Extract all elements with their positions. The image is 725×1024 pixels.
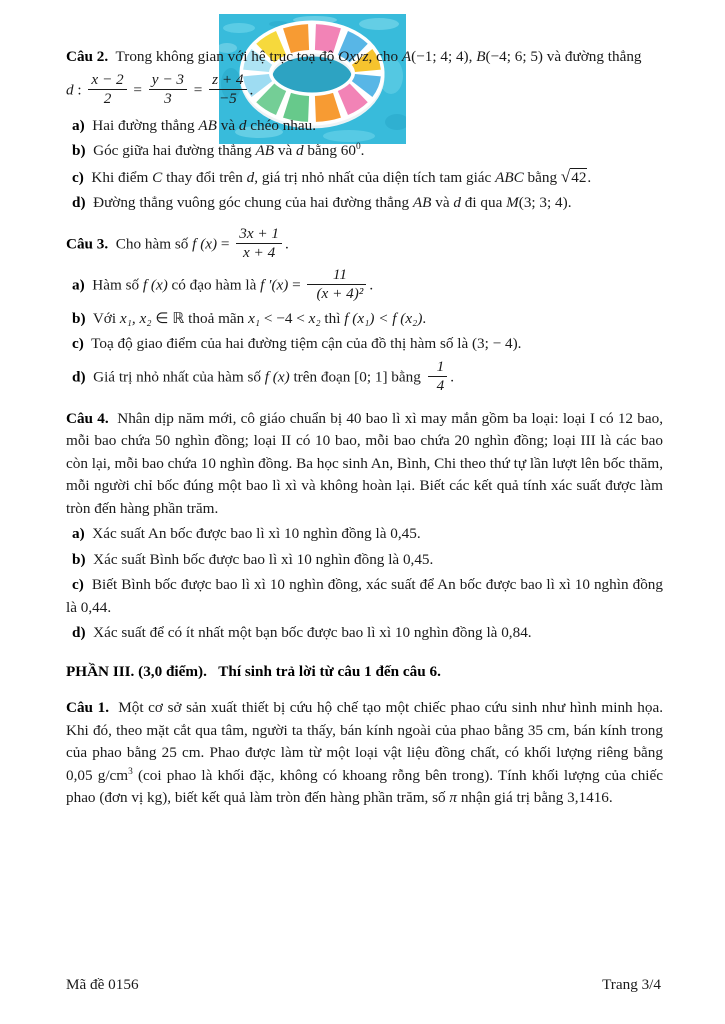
fraction: $\frac{11}{\text{(x + 4)²}}$: [307, 266, 366, 304]
line-label: c): [72, 168, 84, 186]
labeled-line: c) Toạ độ giao điểm của hai đường tiệm cận của đồ thị hàm số là (3; − 4).: [72, 335, 522, 352]
line-label: c): [72, 576, 84, 593]
fraction: $\frac{3x + 1}{x + 4}$: [236, 225, 282, 263]
line-label: a): [72, 116, 85, 134]
line-label: Câu 2.: [66, 48, 109, 65]
labeled-line: b) Góc giữa hai đường thẳng AB và d bằng $60^0$.: [72, 141, 365, 159]
line-label: Câu 4.: [66, 409, 109, 427]
labeled-line: Câu 1. Một cơ sở sản xuất thiết bị cứu hộ chế tạo một chiếc phao cứu sinh như hình minh họa. Khi đó, theo mặt cắt qua tâm, người ta thấy, bán kính ngoài của phao bằng 35 cm, bán kính trong của phao bằng 25 cm. Phao được làm từ một loại vật liệu đồng chất, có khối lượng riêng bằng 0,05 $g/cm^3$ (coi phao là khối đặc, không có khoang rỗng bên trong). Tính khối lượng của chiếc phao (đơn vị kg), biết kết quả làm tròn đến hàng phần trăm, số π nhận giá trị bằng 3,1416.: [66, 699, 663, 806]
fraction: $\frac{y - 3}{3}$: [149, 71, 187, 109]
text-line: d : $\frac{x - 2}{2}$ = $\frac{y - 3}{3}$ = $\frac{z + 4}{-5}$ .: [66, 70, 254, 107]
line-label: a): [72, 525, 85, 542]
fraction: $\frac{1}{4}$: [428, 358, 448, 396]
line-label: d): [72, 624, 86, 641]
line-label: d): [72, 194, 86, 211]
labeled-line: d) Đường thẳng vuông góc chung của hai đường thẳng AB và d đi qua M(3; 3; 4).: [72, 194, 572, 211]
line-label: Câu 3.: [66, 234, 109, 252]
labeled-line: c) Biết Bình bốc được bao lì xì 10 nghìn đồng, xác suất để An bốc được bao lì xì 10 nghìn đồng là 0,44.: [66, 576, 663, 616]
line-label: PHẦN III. (3,0 điểm).: [66, 662, 207, 680]
section-3-heading: [66, 661, 663, 684]
question-4: [66, 408, 663, 645]
labeled-line: Câu 4. Nhân dịp năm mới, cô giáo chuẩn bị 40 bao lì xì may mắn gồm ba loại: loại I có 12 bao, mỗi bao chứa 50 nghìn đồng; loại II có 10 bao, mỗi bao chứa 20 nghìn đồng; loại III là các bao còn lại, mỗi bao chứa 10 nghìn đồng. Ba học sinh An, Bình, Chi theo thứ tự lần lượt lên bốc thăm, mỗi người chỉ bốc đúng một bao lì xì và không hoàn lại. Biết các kết quả tính xác suất được làm tròn đến hàng phần trăm.: [66, 409, 664, 517]
labeled-line: a) Hàm số f (x) có đạo hàm là f ′(x) = $\frac{11}{\text{(x + 4)²}}$ .: [72, 265, 374, 302]
fraction: $\frac{x - 2}{2}$: [88, 71, 126, 109]
labeled-line: d) Xác suất để có ít nhất một bạn bốc được bao lì xì 10 nghìn đồng là 0,84.: [72, 624, 532, 641]
labeled-line: a) Xác suất An bốc được bao lì xì 10 nghìn đồng là 0,45.: [72, 525, 421, 542]
exam-body: [66, 46, 663, 821]
page-footer: [66, 976, 661, 994]
exam-code: Mã đề 0156: [66, 976, 139, 993]
question-3: [66, 226, 663, 397]
square-root: √42: [560, 166, 587, 186]
line-label: c): [72, 335, 84, 352]
fraction: $\frac{z + 4}{-5}$: [209, 71, 246, 109]
ring-segment: [315, 37, 337, 41]
labeled-line: a) Hai đường thẳng AB và d chéo nhau.: [72, 116, 317, 134]
labeled-line: b) Với x₁, x₂ ∈ ℝ thoả mãn x₁ < −4 < x₂ thì f (x₁) < f (x₂).: [72, 309, 427, 327]
line-label: b): [72, 142, 86, 159]
ring-segment: [287, 37, 309, 41]
labeled-line: Câu 2. Trong không gian với hệ trục toạ độ Oxyz, cho A(−1; 4; 4), B(−4; 6; 5) và đường thẳng: [66, 48, 642, 65]
page-number: Trang 3/4: [602, 976, 661, 993]
line-label: b): [72, 550, 86, 568]
line-label: a): [72, 275, 85, 293]
question-2: [66, 46, 663, 215]
question-1: [66, 697, 663, 810]
labeled-line: PHẦN III. (3,0 điểm). Thí sinh trả lời từ câu 1 đến câu 6.: [66, 662, 441, 680]
labeled-line: Câu 3. Cho hàm số f (x) = $\frac{3x + 1}{x + 4}$ .: [66, 224, 289, 261]
line-label: d): [72, 367, 86, 385]
line-label: Câu 1.: [66, 699, 110, 716]
labeled-line: c) Khi điểm C thay đổi trên d, giá trị nhỏ nhất của diện tích tam giác ABC bằng √42.: [72, 166, 592, 186]
line-label: b): [72, 309, 86, 327]
labeled-line: d) Giá trị nhỏ nhất của hàm số f (x) trên đoạn [0; 1] bằng $\frac{1}{4}$ .: [72, 357, 455, 394]
labeled-line: b) Xác suất Bình bốc được bao lì xì 10 nghìn đồng là 0,45.: [72, 550, 434, 568]
